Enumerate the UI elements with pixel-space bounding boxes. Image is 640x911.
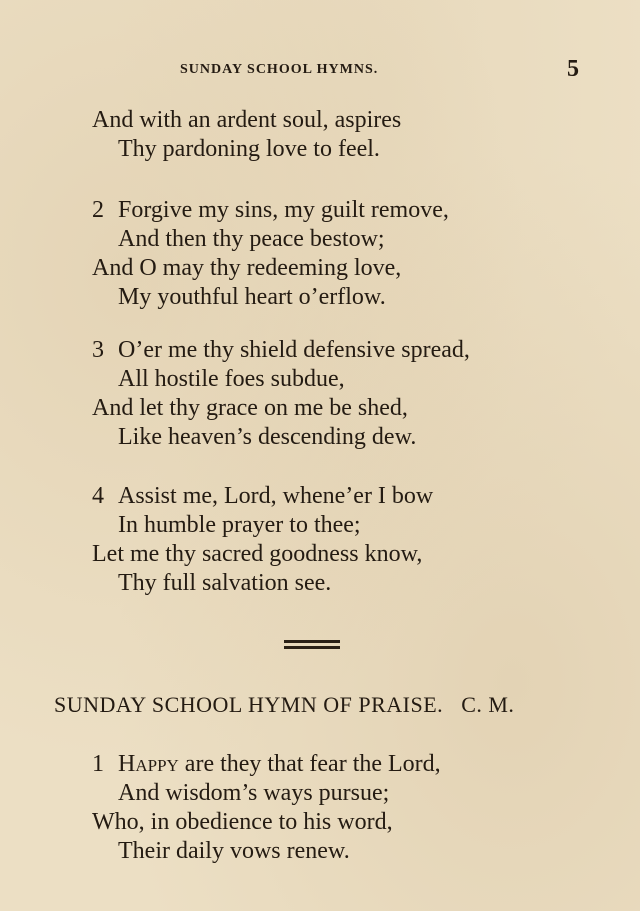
- verse-line: Assist me, Lord, whene’er I bow: [118, 483, 434, 509]
- verse-line: And let thy grace on me be shed,: [92, 395, 408, 421]
- verse-line: In humble prayer to thee;: [118, 512, 361, 538]
- verse-line: All hostile foes subdue,: [118, 366, 345, 392]
- hymn-meter: C. M.: [461, 692, 515, 717]
- verse-line: Let me thy sacred goodness know,: [92, 541, 423, 567]
- verse-line: And O may thy redeeming love,: [92, 255, 402, 281]
- verse-line: O’er me thy shield defensive spread,: [118, 337, 470, 363]
- hymn-title: [54, 692, 514, 718]
- verse-line: Thy pardoning love to feel.: [118, 136, 380, 162]
- verse-line: Their daily vows renew.: [118, 838, 350, 864]
- stanza-2: [92, 196, 449, 312]
- section-divider: [284, 640, 340, 652]
- stanza-number: 3: [92, 337, 104, 363]
- stanza-3: [92, 336, 470, 452]
- verse-line: Who, in obedience to his word,: [92, 809, 393, 835]
- stanza-number: 1: [92, 751, 104, 777]
- first-word: Happy: [118, 751, 179, 777]
- verse-line: are they that fear the Lord,: [178, 751, 441, 777]
- hymn2-stanza-1: [92, 750, 441, 866]
- running-title: SUNDAY SCHOOL HYMNS.: [180, 62, 379, 77]
- verse-line: And then thy peace bestow;: [118, 226, 385, 252]
- stanza-number: 2: [92, 197, 104, 223]
- stanza-continuation: [92, 106, 401, 164]
- verse-line: Like heaven’s descending dew.: [118, 424, 417, 450]
- stanza-number: 4: [92, 483, 104, 509]
- stanza-4: [92, 482, 433, 598]
- verse-line: Forgive my sins, my guilt remove,: [118, 197, 449, 223]
- page-number: 5: [567, 56, 579, 82]
- verse-line: My youthful heart o’erflow.: [118, 284, 386, 310]
- verse-line: And with an ardent soul, aspires: [92, 107, 402, 133]
- verse-line: Thy full salvation see.: [118, 570, 332, 596]
- verse-line: And wisdom’s ways pursue;: [118, 780, 390, 806]
- hymn-title-text: SUNDAY SCHOOL HYMN OF PRAISE.: [54, 692, 444, 717]
